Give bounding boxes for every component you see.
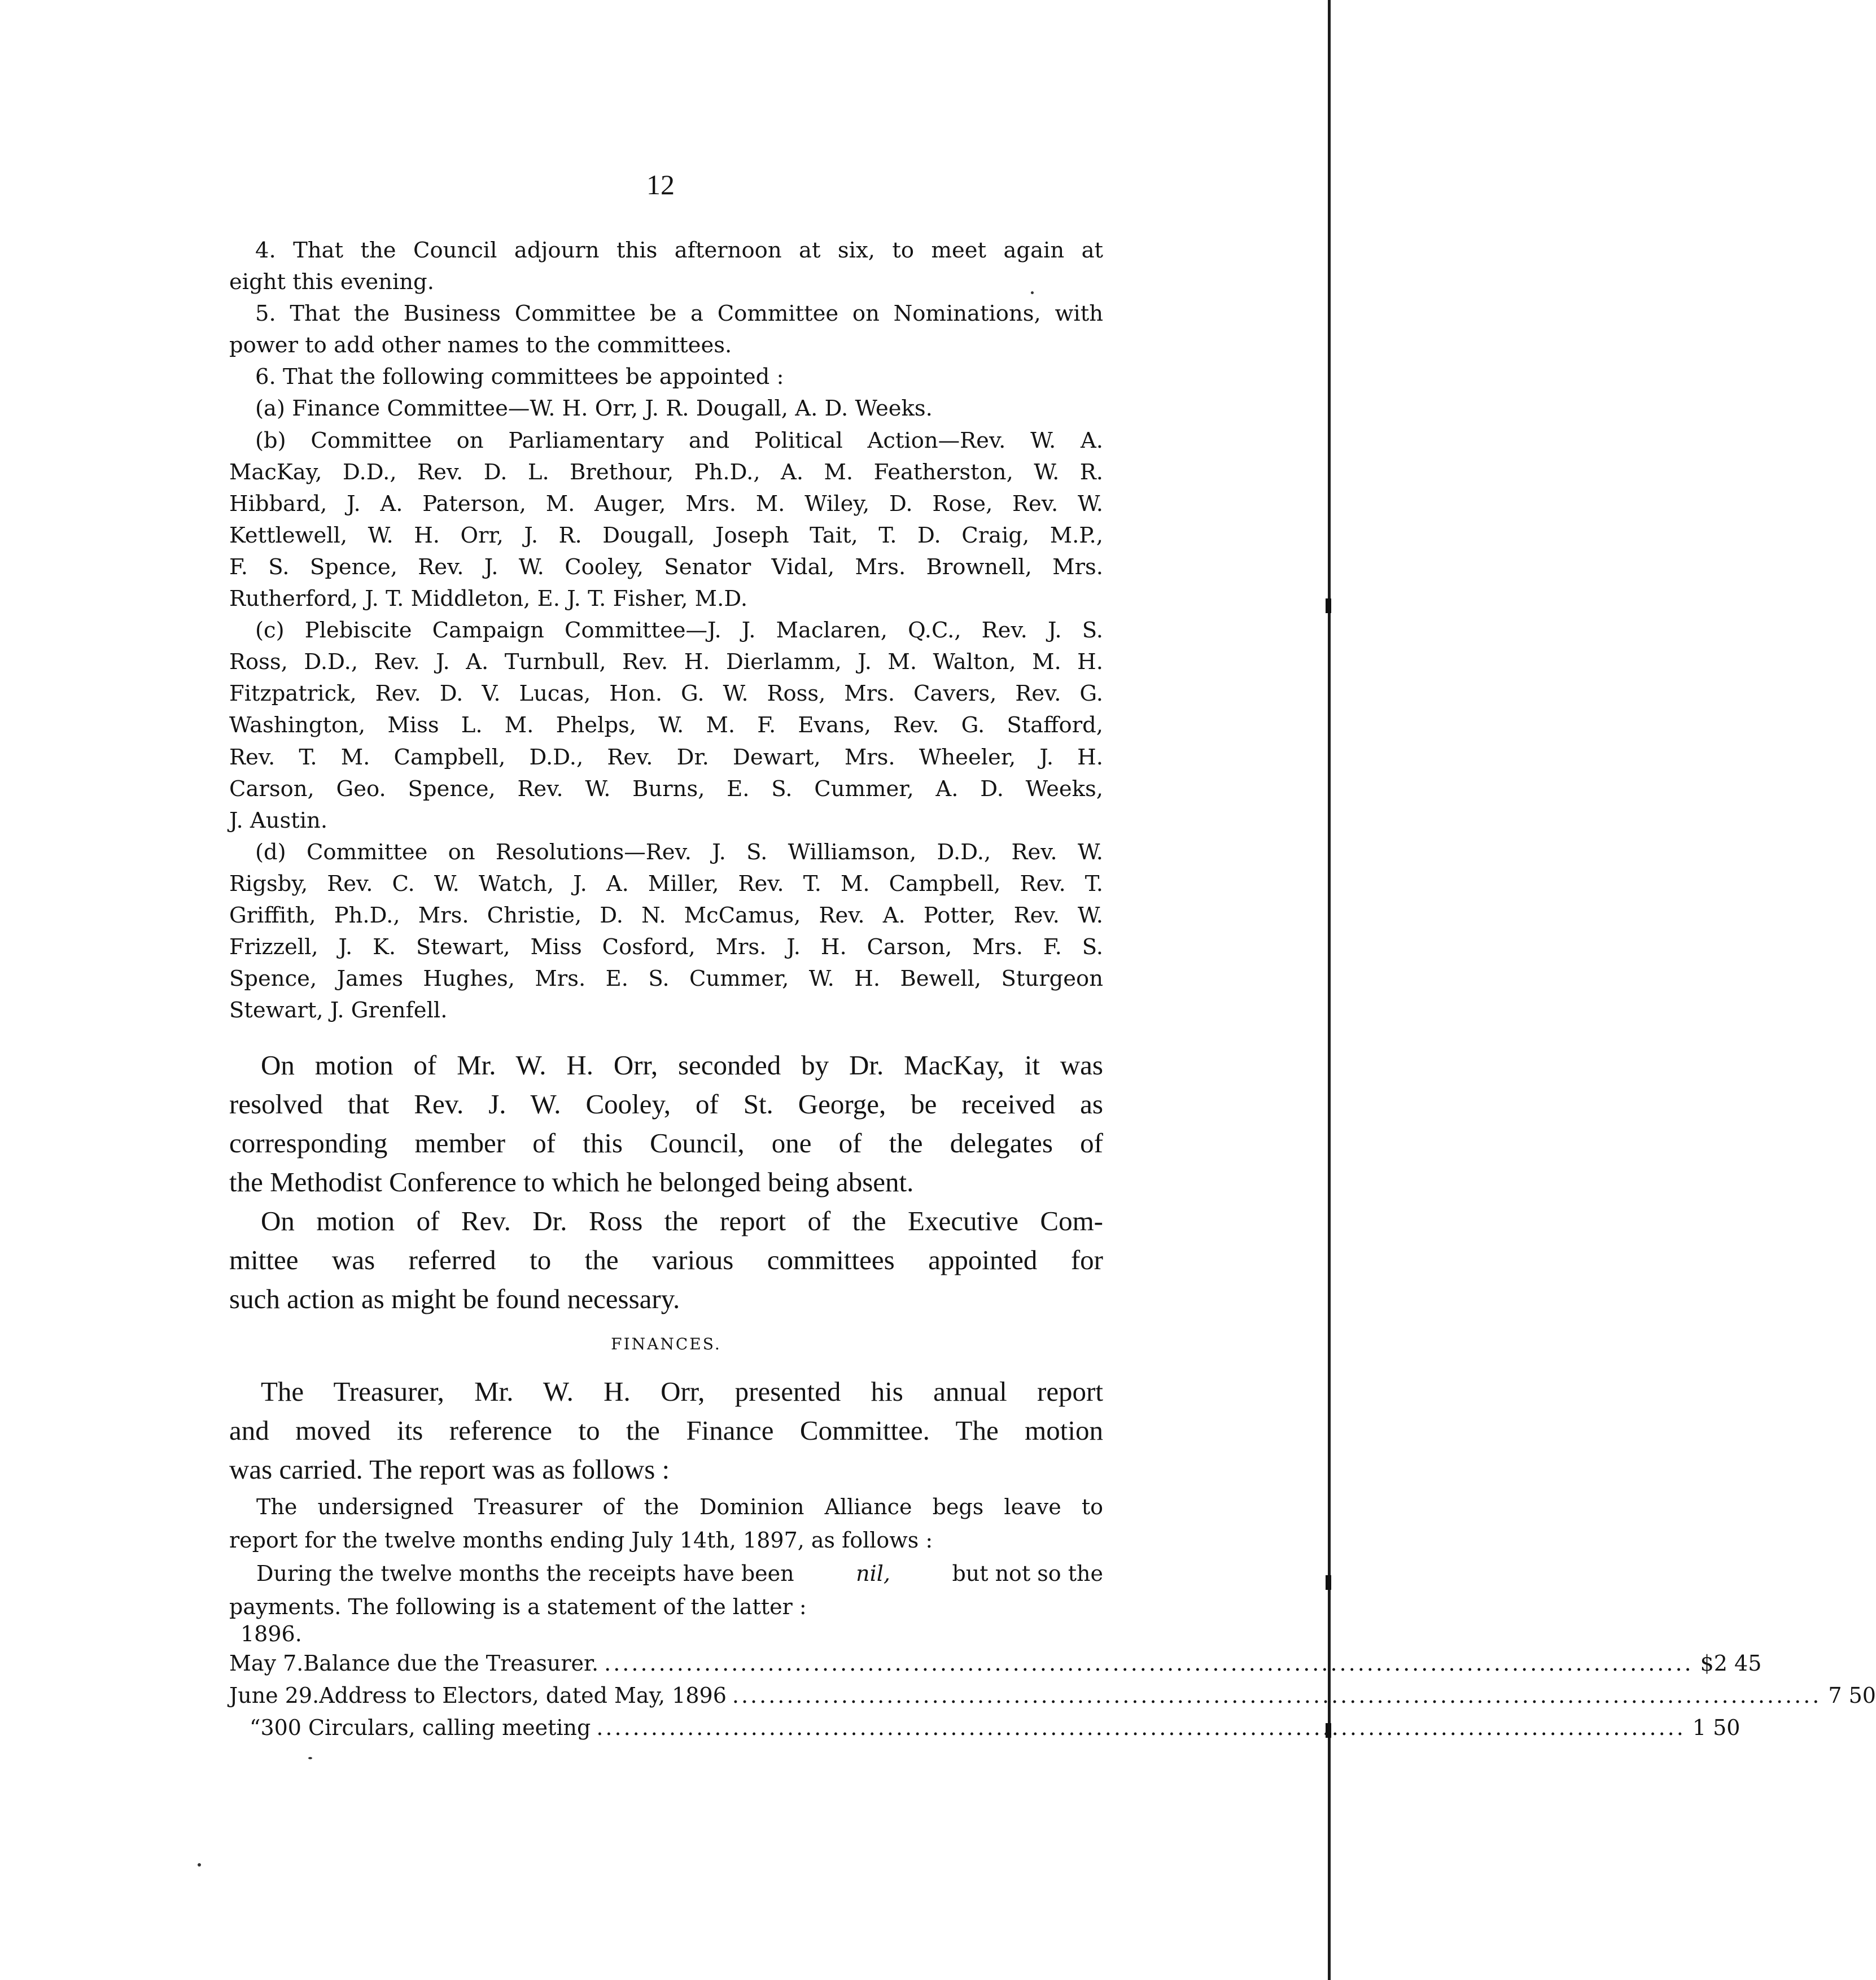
page-number: 12 (646, 169, 675, 200)
text-line: corresponding member of this Council, one of the delegates of (229, 1127, 1103, 1159)
text-line: (a) Finance Committee—W. H. Orr, J. R. Dougall, A. D. Weeks. (255, 396, 933, 422)
text-line: Stewart, J. Grenfell. (229, 998, 448, 1024)
text-line: Carson, Geo. Spence, Rev. W. Burns, E. S. Cummer, A. D. Weeks, (229, 776, 1103, 802)
ledger-amount: $2 45 (1700, 1651, 1762, 1676)
report-paragraph-2-rest: payments. The following is a statement of the latter : (229, 1594, 807, 1619)
ledger-description-cell (260, 1715, 1692, 1740)
ledger-row (229, 1715, 1741, 1747)
text-line: eight this evening. (229, 269, 434, 295)
text-line: On motion of Mr. W. H. Orr, seconded by Dr. MacKay, it was (261, 1050, 1103, 1081)
resolutions-list (229, 235, 1103, 1026)
ledger-row (229, 1683, 1876, 1715)
text-line: Griffith, Ph.D., Mrs. Christie, D. N. McCamus, Rev. A. Potter, Rev. W. (229, 902, 1103, 928)
text-line: Frizzell, J. K. Stewart, Miss Cosford, Mrs. J. H. Carson, Mrs. F. S. (229, 934, 1103, 960)
text-line: was carried. The report was as follows : (229, 1454, 670, 1485)
payments-ledger (229, 1651, 1876, 1747)
ink-speck (308, 1757, 312, 1759)
report-p2-italic: nil, (856, 1561, 890, 1586)
report-p2-before: During the twelve months the receipts have been (256, 1561, 794, 1586)
text-line: On motion of Rev. Dr. Ross the report of the Executive Com- (261, 1205, 1103, 1236)
report-p2-after: but not so the (952, 1561, 1103, 1586)
text-line: Hibbard, J. A. Paterson, M. Auger, Mrs. M. Wiley, D. Rose, Rev. W. (229, 491, 1103, 517)
text-line: Rev. T. M. Campbell, D.D., Rev. Dr. Dewart, Mrs. Wheeler, J. H. (229, 744, 1103, 770)
text-line: (d) Committee on Resolutions—Rev. J. S. Williamson, D.D., Rev. W. (255, 839, 1103, 865)
text-line: J. Austin. (229, 807, 328, 833)
ledger-date: May 7. (229, 1651, 304, 1676)
report-line (229, 1524, 1103, 1557)
rule-mark-2 (1326, 1575, 1331, 1590)
text-line: Washington, Miss L. M. Phelps, W. M. F. Evans, Rev. G. Stafford, (229, 713, 1103, 738)
text-line: Kettlewell, W. H. Orr, J. R. Dougall, Joseph Tait, T. D. Craig, M.P., (229, 522, 1103, 548)
finances-heading: FINANCES. (611, 1335, 721, 1353)
ledger-amount: 1 50 (1692, 1715, 1741, 1740)
text-line: such action as might be found necessary. (229, 1283, 680, 1314)
ledger-description-cell (303, 1651, 1700, 1676)
leader-dots: ........................................................................................................................ (732, 1683, 1822, 1708)
text-line: 5. That the Business Committee be a Committee on Nominations, with (255, 301, 1103, 327)
ledger-description: Address to Electors, dated May, 1896 (319, 1683, 727, 1708)
rule-mark-1 (1326, 598, 1331, 613)
text-line: and moved its reference to the Finance Committee. The motion (229, 1415, 1103, 1446)
ledger-amount: 7 50 (1828, 1683, 1876, 1708)
text-line: Spence, James Hughes, Mrs. E. S. Cummer, W. H. Bewell, Sturgeon (229, 966, 1103, 992)
text-line: (b) Committee on Parliamentary and Political Action—Rev. W. A. (255, 427, 1103, 453)
ledger-year: 1896. (240, 1621, 302, 1646)
text-line: 4. That the Council adjourn this afternoon at six, to meet again at (255, 238, 1103, 263)
ledger-description: Balance due the Treasurer. (303, 1651, 599, 1676)
text-line: the Methodist Conference to which he belonged being absent. (229, 1166, 914, 1197)
report-paragraph-1-first: The undersigned Treasurer of the Dominion Alliance begs leave to (256, 1494, 1103, 1519)
treasurer-report (229, 1491, 1103, 1624)
ledger-description: 300 Circulars, calling meeting (260, 1715, 591, 1740)
ink-speck (198, 1863, 201, 1867)
leader-dots: ........................................................................................................................ (604, 1651, 1694, 1676)
ledger-date: “ (250, 1715, 261, 1740)
text-line: resolved that Rev. J. W. Cooley, of St. George, be received as (229, 1089, 1103, 1120)
ledger-date: June 29. (229, 1683, 320, 1708)
text-line: The Treasurer, Mr. W. H. Orr, presented his annual report (261, 1376, 1103, 1407)
text-line: Ross, D.D., Rev. J. A. Turnbull, Rev. H. Dierlamm, J. M. Walton, M. H. (229, 649, 1103, 675)
text-line: mittee was referred to the various committees appointed for (229, 1244, 1103, 1275)
motions-section (229, 1046, 1103, 1318)
text-line: 6. That the following committees be appointed : (255, 364, 784, 390)
text-line: Rigsby, Rev. C. W. Watch, J. A. Miller, Rev. T. M. Campbell, Rev. T. (229, 871, 1103, 897)
text-line: Fitzpatrick, Rev. D. V. Lucas, Hon. G. W. Ross, Mrs. Cavers, Rev. G. (229, 681, 1103, 707)
treasurer-intro (229, 1372, 1103, 1489)
text-line: Rutherford, J. T. Middleton, E. J. T. Fisher, M.D. (229, 586, 748, 612)
text-line: (c) Plebiscite Campaign Committee—J. J. Maclaren, Q.C., Rev. J. S. (255, 618, 1103, 644)
report-line (229, 1491, 1103, 1524)
report-paragraph-1-rest: report for the twelve months ending July 14th, 1897, as follows : (229, 1528, 933, 1553)
text-line: power to add other names to the committees. (229, 333, 732, 359)
ledger-description-cell (319, 1683, 1828, 1708)
report-line (229, 1557, 1103, 1590)
leader-dots: ........................................................................................................................ (596, 1715, 1686, 1740)
text-line: MacKay, D.D., Rev. D. L. Brethour, Ph.D., A. M. Featherston, W. R. (229, 459, 1103, 485)
ledger-row (229, 1651, 1762, 1683)
text-line: F. S. Spence, Rev. J. W. Cooley, Senator Vidal, Mrs. Brownell, Mrs. (229, 554, 1103, 580)
report-line (229, 1590, 1103, 1624)
